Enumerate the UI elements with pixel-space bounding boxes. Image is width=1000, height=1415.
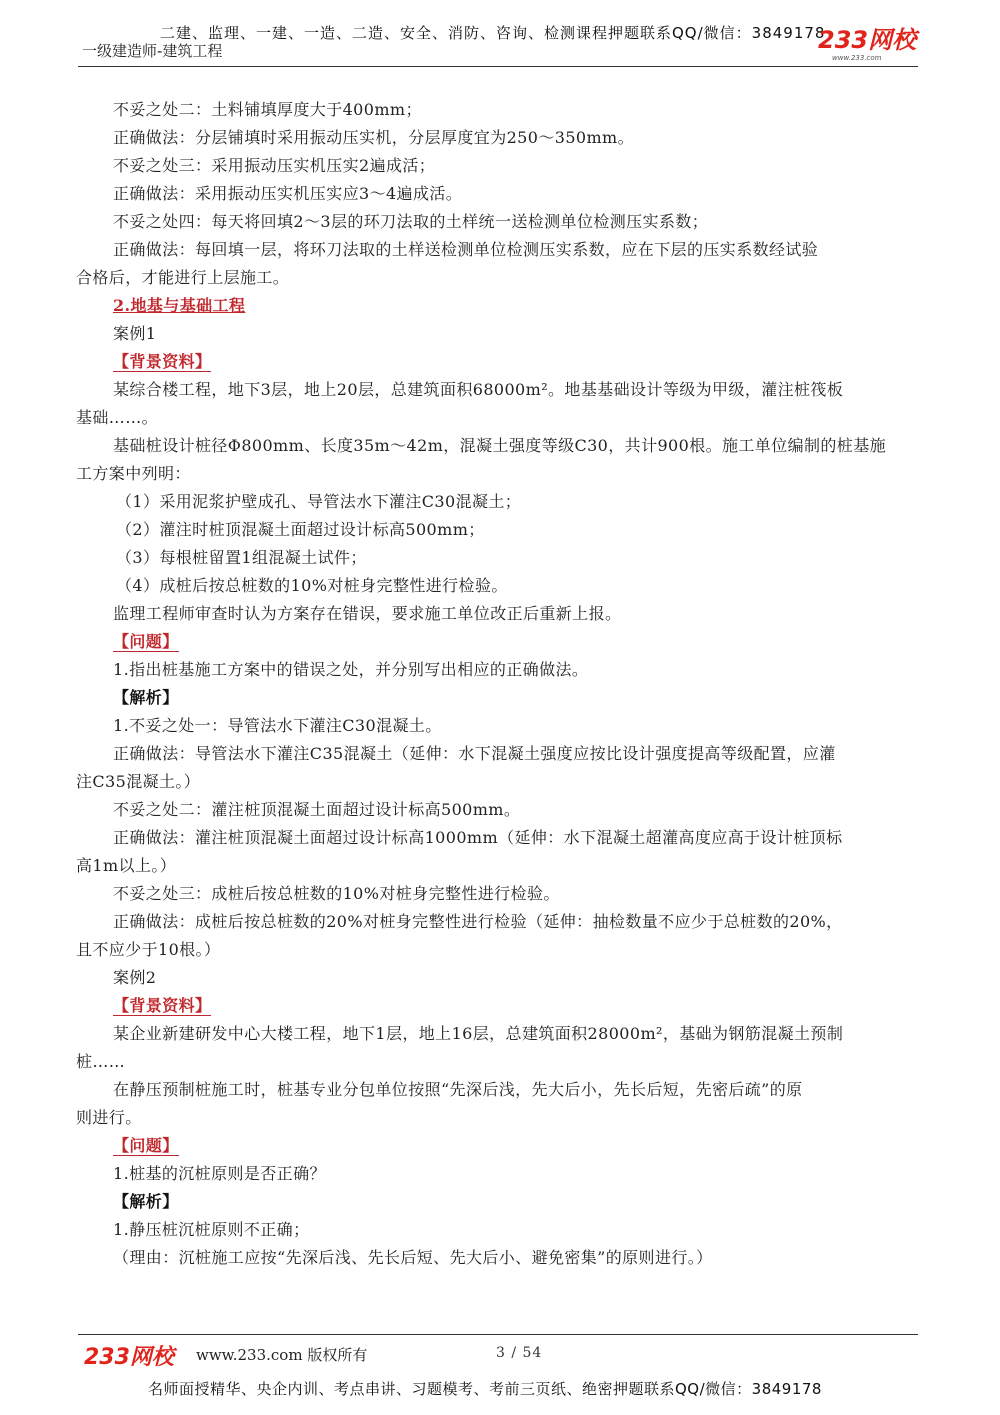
section-heading: 2.地基与基础工程 [113, 296, 246, 315]
tag-label: 【问题】 [113, 1136, 179, 1155]
text-line: 正确做法：灌注桩顶混凝土面超过设计标高1000mm（延伸：水下混凝土超灌高度应高于设计桩顶标 [113, 828, 843, 847]
text-line: 且不应少于10根。） [76, 940, 221, 959]
case-label: 案例1 [113, 324, 157, 343]
question-text: 1.指出桩基施工方案中的错误之处，并分别写出相应的正确做法。 [113, 660, 589, 679]
text-line: 某综合楼工程，地下3层，地上20层，总建筑面积68000m²。地基基础设计等级为甲级，灌注桩筏板 [113, 380, 844, 399]
tag-label: 【问题】 [113, 632, 179, 651]
text-line: 桩…… [76, 1052, 126, 1071]
text-line: 不妥之处二：土料铺填厚度大于400mm； [113, 100, 422, 119]
analysis-tag: 【解析】 [113, 688, 179, 707]
background-tag [76, 348, 918, 376]
question-text: 1.桩基的沉桩原则是否正确？ [113, 1164, 326, 1183]
text-line: （理由：沉桩施工应按“先深后浅、先长后短、先大后小、避免密集”的原则进行。） [113, 1248, 713, 1267]
text-line: 1.静压桩沉桩原则不正确； [113, 1220, 310, 1239]
brand-logo: 233网校 [818, 26, 917, 54]
document-subtitle: 一级建造师-建筑工程 [82, 42, 223, 60]
text-line: 不妥之处三：采用振动压实机压实2遍成活； [113, 156, 436, 175]
question-tag [76, 628, 918, 656]
text-line: 正确做法：采用振动压实机压实应3～4遍成活。 [113, 184, 463, 203]
tag-label: 【背景资料】 [113, 352, 212, 371]
footer-banner: 名师面授精华、央企内训、考点串讲、习题模考、考前三页纸、绝密押题联系QQ/微信：3849178 [148, 1380, 822, 1398]
list-item: （1）采用泥浆护壁成孔、导管法水下灌注C30混凝土； [116, 492, 522, 511]
text-line: 正确做法：每回填一层，将环刀法取的土样送检测单位检测压实系数，应在下层的压实系数经试验 [113, 240, 819, 259]
footer-divider [78, 1334, 918, 1335]
footer-logo: 233网校 [84, 1345, 174, 1370]
text-line: 正确做法：成桩后按总桩数的20%对桩身完整性进行检验（延伸：抽检数量不应少于总桩数的20%， [113, 912, 843, 931]
footer-copyright: www.233.com 版权所有 [196, 1346, 368, 1364]
list-item: （2）灌注时桩顶混凝土面超过设计标高500mm； [116, 520, 485, 539]
background-tag [76, 992, 918, 1020]
text-line: 不妥之处二：灌注桩顶混凝土面超过设计标高500mm。 [113, 800, 521, 819]
text-line: 监理工程师审查时认为方案存在错误，要求施工单位改正后重新上报。 [113, 604, 622, 623]
text-line: 1.不妥之处一：导管法水下灌注C30混凝土。 [113, 716, 442, 735]
text-line: 则进行。 [76, 1108, 142, 1127]
analysis-tag: 【解析】 [113, 1192, 179, 1211]
text-line: 注C35混凝土。） [76, 772, 201, 791]
tag-label: 【背景资料】 [113, 996, 212, 1015]
header-divider [78, 66, 918, 67]
brand-logo-url: www.233.com [832, 54, 882, 62]
case-label: 案例2 [113, 968, 157, 987]
page-number: 3 / 54 [496, 1345, 543, 1361]
text-line: 基础……。 [76, 408, 159, 427]
text-line: 高1m以上。） [76, 856, 177, 875]
list-item: （4）成桩后按总桩数的10%对桩身完整性进行检验。 [116, 576, 508, 595]
header-banner: 二建、监理、一建、一造、二造、安全、消防、咨询、检测课程押题联系QQ/微信：3849178 [160, 24, 826, 42]
text-line: 在静压预制桩施工时，桩基专业分包单位按照“先深后浅，先大后小，先长后短，先密后疏”的原 [113, 1080, 803, 1099]
text-line: 不妥之处三：成桩后按总桩数的10%对桩身完整性进行检验。 [113, 884, 560, 903]
text-line: 不妥之处四：每天将回填2～3层的环刀法取的土样统一送检测单位检测压实系数； [113, 212, 709, 231]
text-line: 基础桩设计桩径Φ800mm、长度35m～42m，混凝土强度等级C30，共计900根。施工单位编制的桩基施 [113, 436, 887, 455]
text-line: 工方案中列明： [76, 464, 191, 483]
text-line: 合格后，才能进行上层施工。 [76, 268, 290, 287]
text-line: 某企业新建研发中心大楼工程，地下1层，地上16层，总建筑面积28000m²，基础为钢筋混凝土预制 [113, 1024, 844, 1043]
list-item: （3）每根桩留置1组混凝土试件； [116, 548, 367, 567]
question-tag [76, 1132, 918, 1160]
text-line: 正确做法：导管法水下灌注C35混凝土（延伸：水下混凝土强度应按比设计强度提高等级配置，应灌 [113, 744, 836, 763]
text-line: 正确做法：分层铺填时采用振动压实机，分层厚度宜为250～350mm。 [113, 128, 635, 147]
page-content [76, 96, 918, 1272]
